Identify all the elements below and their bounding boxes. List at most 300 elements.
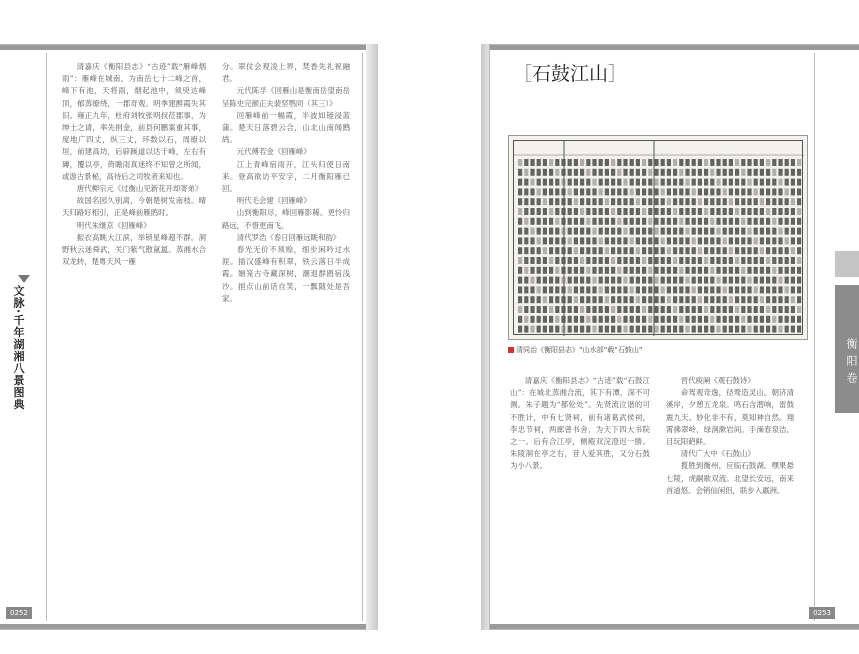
glyph-mark [555,306,559,313]
glyph-mark [692,169,696,176]
glyph-mark [698,277,702,284]
glyph-mark [661,188,665,195]
glyph-mark [537,257,541,264]
glyph-mark [791,237,795,244]
glyph-mark [735,247,739,254]
glyph-mark [741,208,745,215]
glyph-mark [611,267,615,274]
glyph-mark [685,188,689,195]
glyph-mark [778,198,782,205]
glyph-mark [685,286,689,293]
glyph-mark [723,169,727,176]
glyph-mark [710,247,714,254]
glyph-mark [797,257,801,264]
glyph-mark [729,179,733,186]
glyph-mark [518,326,522,333]
glyph-mark [623,188,627,195]
glyph-mark [636,198,640,205]
glyph-mark [661,257,665,264]
glyph-mark [785,247,789,254]
glyph-mark [766,208,770,215]
glyph-mark [785,169,789,176]
glyph-mark [735,198,739,205]
glyph-mark [685,277,689,284]
glyph-mark [599,267,603,274]
glyph-mark [760,169,764,176]
glyph-mark [648,286,652,293]
glyph-mark [766,218,770,225]
glyph-mark [778,326,782,333]
glyph-mark [797,267,801,274]
glyph-mark [605,277,609,284]
glyph-mark [549,286,553,293]
glyph-mark [760,218,764,225]
glyph-mark [592,326,596,333]
glyph-mark [524,247,528,254]
glyph-mark [797,198,801,205]
glyph-mark [524,237,528,244]
glyph-mark [735,306,739,313]
glyph-mark [667,169,671,176]
glyph-mark [735,267,739,274]
glyph-mark [667,237,671,244]
glyph-mark [754,208,758,215]
glyph-mark [654,247,658,254]
glyph-mark [685,247,689,254]
glyph-mark [685,218,689,225]
glyph-mark [642,247,646,254]
glyph-mark [710,267,714,274]
glyph-mark [698,179,702,186]
glyph-mark [524,316,528,323]
glyph-mark [747,218,751,225]
glyph-mark [667,188,671,195]
glyph-mark [518,237,522,244]
glyph-mark [574,169,578,176]
glyph-mark [574,296,578,303]
left-column-2 [222,61,350,305]
glyph-mark [630,208,634,215]
glyph-mark [617,208,621,215]
glyph-mark [549,179,553,186]
glyph-mark [679,188,683,195]
title-text: 石鼓江山 [532,63,609,85]
glyph-mark [797,306,801,313]
glyph-mark [778,277,782,284]
glyph-mark [661,286,665,293]
glyph-mark [667,228,671,235]
glyph-mark [716,267,720,274]
paragraph: 清嘉庆《衡阳县志》“古迹”载“雁峰烟雨”：雁峰在城南，为南岳七十二峰之首，峰下有池，天将雨，烟起池中，须臾达峰顶，郁蒸缭绕，一郡奇观。明季建醉霞失其旧。雍正九年，杜府刘牧张明叔莅郡事，为绅士之请，率先捐金，前县何鹏案重其事，度地广四丈，纵三丈，环数以石，周缭以垣，前建高坊，后辟蹊道以达于峰，左右有磚，覆以亭，倚瞻雨真迷终不知曾之所闻，或游古景秘，高待后之司牧者来知也。 [62,62,206,181]
glyph-mark [754,316,758,323]
glyph-mark [617,277,621,284]
glyph-mark [543,237,547,244]
glyph-mark [754,188,758,195]
glyph-mark [698,286,702,293]
glyph-mark [778,306,782,313]
glyph-mark [518,267,522,274]
glyph-mark [704,179,708,186]
glyph-mark [741,247,745,254]
glyph-mark [549,306,553,313]
glyph-mark [518,257,522,264]
glyph-mark [698,306,702,313]
glyph-mark [735,326,739,333]
glyph-mark [654,198,658,205]
glyph-mark [766,198,770,205]
glyph-mark [592,316,596,323]
margin-line [362,53,363,621]
glyph-mark [555,267,559,274]
glyph-mark [574,208,578,215]
glyph-mark [623,277,627,284]
glyph-mark [741,159,745,166]
glyph-mark [692,208,696,215]
glyph-mark [704,169,708,176]
glyph-mark [599,316,603,323]
glyph-mark [611,208,615,215]
glyph-mark [580,267,584,274]
glyph-mark [599,257,603,264]
glyph-mark [679,218,683,225]
glyph-mark [648,267,652,274]
glyph-mark [549,247,553,254]
glyph-mark [791,286,795,293]
glyph-mark [586,286,590,293]
glyph-mark [586,179,590,186]
glyph-mark [549,267,553,274]
glyph-mark [524,296,528,303]
glyph-mark [568,247,572,254]
glyph-mark [766,286,770,293]
glyph-mark [698,267,702,274]
glyph-mark [716,306,720,313]
glyph-mark [710,179,714,186]
glyph-mark [673,179,677,186]
glyph-mark [710,237,714,244]
glyph-mark [729,237,733,244]
glyph-mark [754,159,758,166]
glyph-mark [747,208,751,215]
gazetteer-page-image [508,135,808,340]
glyph-mark [574,218,578,225]
glyph-mark [599,296,603,303]
glyph-mark [524,267,528,274]
glyph-mark [654,296,658,303]
glyph-mark [692,237,696,244]
glyph-mark [580,179,584,186]
glyph-mark [636,169,640,176]
glyph-mark [704,188,708,195]
glyph-mark [599,247,603,254]
glyph-mark [685,267,689,274]
glyph-mark [772,296,776,303]
glyph-mark [673,326,677,333]
glyph-mark [580,277,584,284]
glyph-mark [760,306,764,313]
glyph-mark [574,237,578,244]
glyph-mark [791,218,795,225]
glyph-mark [605,286,609,293]
glyph-mark [741,267,745,274]
glyph-mark [555,179,559,186]
glyph-mark [530,257,534,264]
glyph-mark [568,208,572,215]
glyph-mark [661,277,665,284]
glyph-mark [642,326,646,333]
glyph-mark [605,228,609,235]
glyph-mark [642,169,646,176]
glyph-mark [605,316,609,323]
glyph-mark [766,237,770,244]
glyph-mark [723,159,727,166]
glyph-mark [698,198,702,205]
glyph-mark [642,296,646,303]
glyph-mark [605,326,609,333]
glyph-mark [754,228,758,235]
glyph-mark [599,159,603,166]
glyph-mark [685,169,689,176]
glyph-mark [673,159,677,166]
glyph-mark [747,286,751,293]
glyph-mark [549,257,553,264]
glyph-mark [592,286,596,293]
glyph-mark [574,326,578,333]
glyph-mark [568,326,572,333]
glyph-mark [679,306,683,313]
glyph-mark [667,277,671,284]
glyph-mark [747,169,751,176]
glyph-mark [704,316,708,323]
glyph-mark [679,286,683,293]
glyph-mark [704,296,708,303]
glyph-mark [623,316,627,323]
glyph-mark [797,237,801,244]
glyph-mark [760,188,764,195]
poem-title: 晋代庾阐《观石鼓诗》 [680,376,755,385]
glyph-mark [605,237,609,244]
glyph-mark [667,159,671,166]
glyph-mark [785,306,789,313]
bottom-rule [0,624,369,629]
glyph-mark [543,179,547,186]
glyph-mark [710,326,714,333]
glyph-mark [543,198,547,205]
glyph-mark [797,247,801,254]
glyph-mark [679,267,683,274]
glyph-mark [679,169,683,176]
glyph-mark [667,179,671,186]
glyph-mark [797,179,801,186]
glyph-mark [537,169,541,176]
glyph-mark [617,267,621,274]
glyph-mark [630,198,634,205]
glyph-mark [530,277,534,284]
glyph-mark [679,326,683,333]
glyph-mark [623,208,627,215]
glyph-mark [524,159,528,166]
glyph-mark [623,326,627,333]
glyph-mark [772,179,776,186]
glyph-mark [648,316,652,323]
glyph-mark [698,237,702,244]
glyph-mark [654,179,658,186]
glyph-mark [716,198,720,205]
glyph-mark [530,218,534,225]
glyph-mark [574,257,578,264]
glyph-mark [654,286,658,293]
glyph-mark [692,159,696,166]
glyph-mark [518,277,522,284]
glyph-mark [723,277,727,284]
glyph-mark [692,179,696,186]
glyph-mark [636,257,640,264]
glyph-mark [543,169,547,176]
glyph-mark [580,228,584,235]
glyph-mark [568,316,572,323]
glyph-mark [630,188,634,195]
glyph-mark [692,188,696,195]
glyph-mark [605,257,609,264]
glyph-mark [754,326,758,333]
glyph-mark [698,228,702,235]
glyph-mark [642,198,646,205]
glyph-mark [673,306,677,313]
glyph-mark [716,188,720,195]
glyph-mark [747,237,751,244]
glyph-mark [611,218,615,225]
glyph-mark [692,326,696,333]
glyph-mark [797,228,801,235]
glyph-mark [710,159,714,166]
glyph-mark [735,237,739,244]
glyph-mark [772,277,776,284]
glyph-mark [648,169,652,176]
glyph-mark [549,218,553,225]
glyph-mark [586,188,590,195]
glyph-mark [685,228,689,235]
glyph-mark [630,257,634,264]
glyph-mark [723,286,727,293]
glyph-mark [723,198,727,205]
glyph-mark [605,169,609,176]
glyph-mark [630,228,634,235]
glyph-mark [642,218,646,225]
section-tab-stub [835,251,859,277]
glyph-mark [766,159,770,166]
glyph-mark [648,188,652,195]
glyph-mark [685,198,689,205]
glyph-mark [642,228,646,235]
glyph-mark [586,237,590,244]
glyph-mark [685,237,689,244]
glyph-mark [623,198,627,205]
glyph-mark [778,218,782,225]
glyph-mark [741,306,745,313]
glyph-mark [710,296,714,303]
glyph-mark [530,179,534,186]
glyph-mark [778,237,782,244]
book-title-tab: 文脉·千年湖湘八景图典 [12,285,25,411]
glyph-mark [568,257,572,264]
glyph-mark [772,257,776,264]
glyph-mark [791,159,795,166]
glyph-mark [673,277,677,284]
glyph-mark [549,277,553,284]
glyph-mark [599,169,603,176]
glyph-mark [692,198,696,205]
glyph-mark [723,228,727,235]
glyph-mark [605,188,609,195]
glyph-mark [586,228,590,235]
glyph-mark [518,179,522,186]
glyph-mark [617,296,621,303]
glyph-mark [654,257,658,264]
glyph-mark [741,286,745,293]
glyph-mark [760,247,764,254]
glyph-mark [661,159,665,166]
glyph-mark [723,208,727,215]
glyph-mark [685,296,689,303]
glyph-mark [555,326,559,333]
glyph-mark [760,179,764,186]
glyph-mark [605,218,609,225]
right-page [489,44,859,630]
poem-title: 唐代柳宗元《过衡山见新花开却寄弟》 [76,184,203,194]
glyph-mark [555,316,559,323]
glyph-mark [555,169,559,176]
glyph-mark [741,228,745,235]
glyph-mark [679,277,683,284]
margin-line [814,53,815,621]
glyph-mark [772,198,776,205]
glyph-mark [778,257,782,264]
glyph-mark [735,277,739,284]
glyph-mark [704,257,708,264]
glyph-mark [599,218,603,225]
glyph-mark [580,326,584,333]
glyph-mark [592,296,596,303]
glyph-mark [537,277,541,284]
glyph-mark [524,198,528,205]
glyph-mark [599,188,603,195]
poem-body: 振衣高眺大江滨，举锁星峰超不群。洞野秋云迷舜武，关门紫气散氤氲。蒸湘水合双龙转，楚粤天风一雁 [62,232,206,267]
glyph-mark [754,247,758,254]
glyph-mark [623,179,627,186]
image-border [513,140,803,335]
glyph-mark [611,286,615,293]
glyph-mark [568,179,572,186]
glyph-mark [611,169,615,176]
glyph-mark [679,237,683,244]
glyph-mark [729,257,733,264]
glyph-mark [574,159,578,166]
glyph-mark [568,159,572,166]
glyph-mark [524,286,528,293]
glyph-mark [679,179,683,186]
glyph-mark [685,208,689,215]
glyph-mark [518,159,522,166]
glyph-mark [729,326,733,333]
poem-title: 明代朱继京《回雁峰》 [76,220,151,230]
glyph-mark [568,296,572,303]
glyph-mark [747,306,751,313]
glyph-mark [710,169,714,176]
glyph-mark [729,286,733,293]
glyph-mark [673,257,677,264]
section-title [513,59,627,86]
glyph-mark [592,188,596,195]
